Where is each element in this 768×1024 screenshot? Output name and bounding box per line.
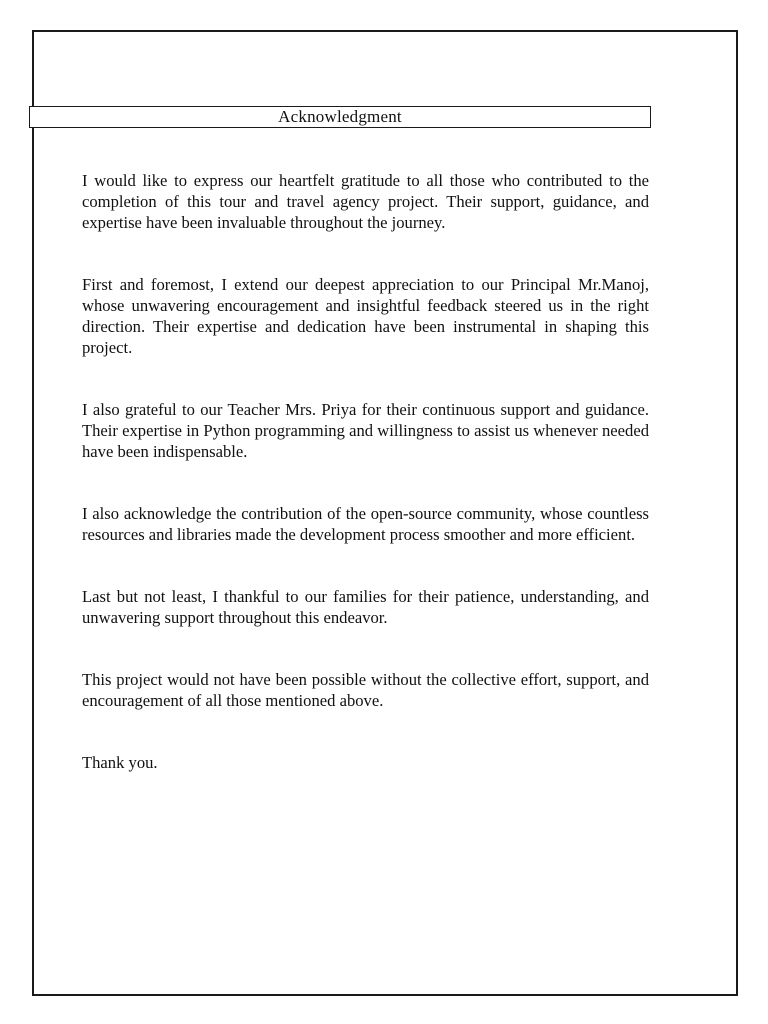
document-body — [82, 170, 649, 814]
paragraph-gratitude: I would like to express our heartfelt gratitude to all those who contributed to the completion of this tour and travel agency project. Their support, guidance, and expertise have been invaluable throughout the journey. — [82, 171, 649, 232]
paragraph-thank-you: Thank you. — [82, 753, 158, 772]
paragraph-open-source: I also acknowledge the contribution of the open-source community, whose countless resources and libraries made the development process smoother and more efficient. — [82, 504, 649, 544]
document-title: Acknowledgment — [29, 106, 651, 128]
paragraph-families: Last but not least, I thankful to our families for their patience, understanding, and unwavering support throughout this endeavor. — [82, 587, 649, 627]
paragraph-principal: First and foremost, I extend our deepest appreciation to our Principal Mr.Manoj, whose unwavering encouragement and insightful feedback steered us in the right direction. Their expertise and dedication have been instrumental in shaping this project. — [82, 275, 649, 357]
paragraph-teacher: I also grateful to our Teacher Mrs. Priya for their continuous support and guidance. Their expertise in Python programming and willingness to assist us whenever needed have been indispensable. — [82, 400, 649, 461]
paragraph-collective-effort: This project would not have been possible without the collective effort, support, and encouragement of all those mentioned above. — [82, 670, 649, 710]
